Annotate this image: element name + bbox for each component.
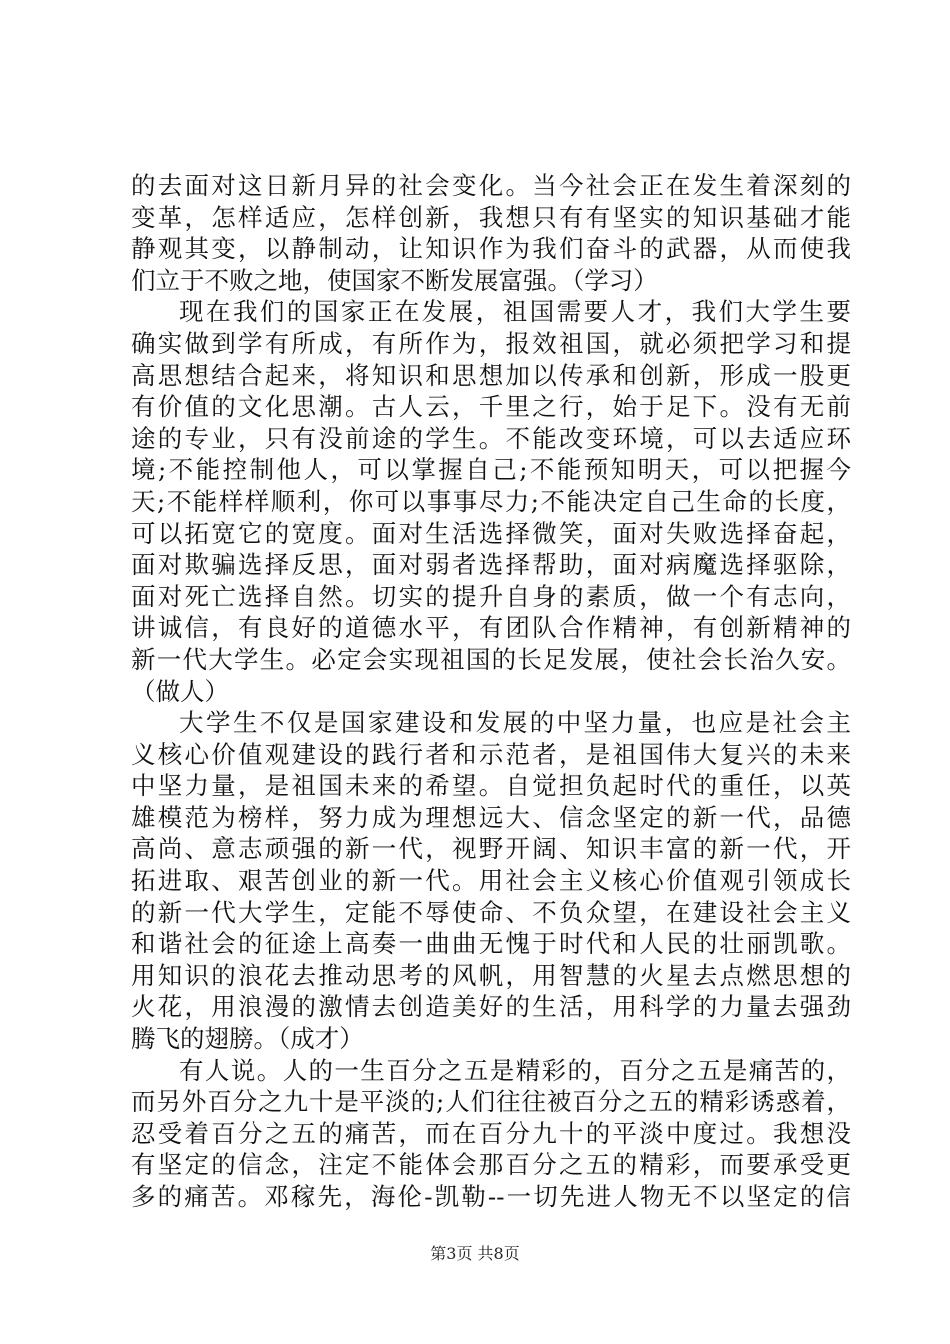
paragraph-first-line: 有人说。人的一生百分之五是精彩的，百分之五是痛苦的， [179,1055,851,1085]
paragraph-first-line: 大学生不仅是国家建设和发展的中坚力量，也应是社会主 [179,708,851,738]
text-line: 新一代大学生。必定会实现祖国的长足发展，使社会长治久安。 [131,644,851,674]
text-line: 中坚力量，是祖国未来的希望。自觉担负起时代的重任，以英 [131,771,851,801]
text-line: 忍受着百分之五的痛苦，而在百分九十的平淡中度过。我想没 [131,1118,851,1148]
text-line: 有价值的文化思潮。古人云，千里之行，始于足下。没有无前 [131,392,851,422]
text-line: 天;不能样样顺利，你可以事事尽力;不能决定自己生命的长度， [131,486,851,516]
text-line: （做人） [131,676,229,706]
text-line: 义核心价值观建设的践行者和示范者，是祖国伟大复兴的未来 [131,739,851,769]
text-line: 有坚定的信念，注定不能体会那百分之五的精彩，而要承受更 [131,1150,851,1180]
text-line: 雄模范为榜样，努力成为理想远大、信念坚定的新一代，品德 [131,802,851,832]
text-line: 用知识的浪花去推动思考的风帆，用智慧的火星去点燃思想的 [131,960,851,990]
text-line: 境;不能控制他人，可以掌握自己;不能预知明天，可以把握今 [131,455,851,485]
text-line: 变革，怎样适应，怎样创新，我想只有有坚实的知识基础才能 [131,202,851,232]
document-body [131,170,851,1213]
text-line: 可以拓宽它的宽度。面对生活选择微笑，面对失败选择奋起， [131,518,851,548]
text-line: 面对死亡选择自然。切实的提升自身的素质，做一个有志向， [131,581,851,611]
text-line: 火花，用浪漫的激情去创造美好的生活，用科学的力量去强劲 [131,992,851,1022]
text-line: 面对欺骗选择反思，面对弱者选择帮助，面对病魔选择驱除， [131,550,851,580]
text-line: 高尚、意志顽强的新一代，视野开阔、知识丰富的新一代，开 [131,834,851,864]
text-line: 的去面对这日新月异的社会变化。当今社会正在发生着深刻的 [131,171,851,200]
text-line: 讲诚信，有良好的道德水平，有团队合作精神，有创新精神的 [131,613,851,643]
text-line: 而另外百分之九十是平淡的;人们往往被百分之五的精彩诱惑着， [131,1087,851,1117]
text-line: 的新一代大学生，定能不辱使命、不负众望，在建设社会主义 [131,897,851,927]
paragraph-first-line: 现在我们的国家正在发展，祖国需要人才，我们大学生要 [179,297,851,327]
text-line: 途的专业，只有没前途的学生。不能改变环境，可以去适应环 [131,423,851,453]
page-number-footer: 第3页 共8页 [430,1244,520,1263]
text-line: 腾飞的翅膀。（成才） [131,1024,364,1054]
text-line: 和谐社会的征途上高奏一曲曲无愧于时代和人民的壮丽凯歌。 [131,929,851,959]
text-line: 高思想结合起来，将知识和思想加以传承和创新，形成一股更 [131,360,851,390]
text-line: 拓进取、艰苦创业的新一代。用社会主义核心价值观引领成长 [131,866,851,896]
text-line: 多的痛苦。邓稼先，海伦-凯勒--一切先进人物无不以坚定的信 [131,1182,851,1211]
text-line: 静观其变，以静制动，让知识作为我们奋斗的武器，从而使我 [131,234,851,264]
text-line: 们立于不败之地，使国家不断发展富强。（学习） [131,265,658,295]
text-line: 确实做到学有所成，有所作为，报效祖国，就必须把学习和提 [131,328,851,358]
